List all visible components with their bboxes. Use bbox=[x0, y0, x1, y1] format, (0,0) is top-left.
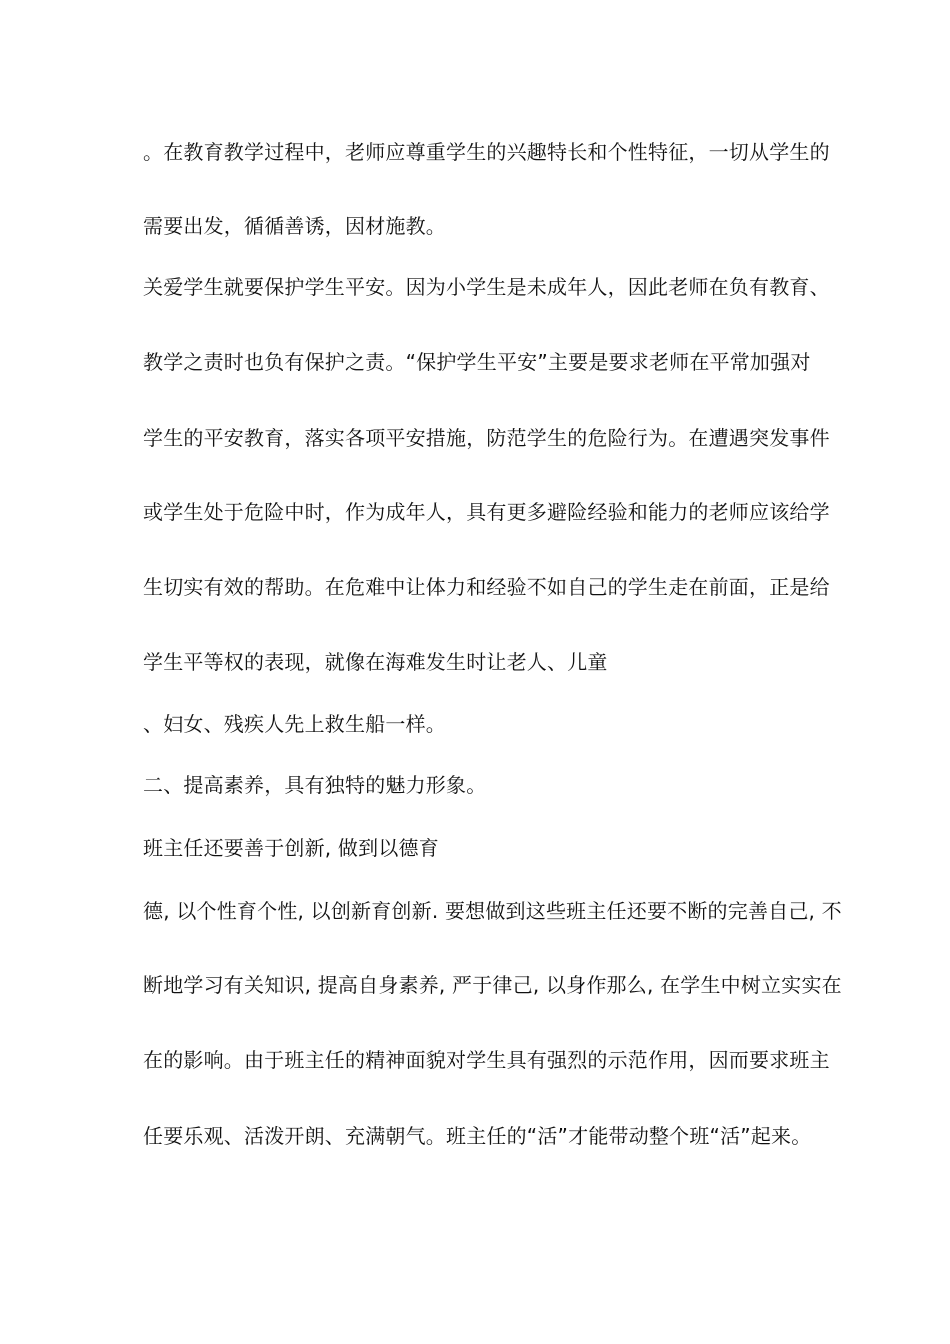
paragraph-line-3: 关爱学生就要保护学生平安。因为小学生是未成年人，因此老师在负有教育、 bbox=[143, 275, 830, 299]
section-heading: 二、提高素养，具有独特的魅力形象。 bbox=[143, 773, 487, 797]
paragraph-line-12: 德, 以个性育个性, 以创新育创新. 要想做到这些班主任还要不断的完善自己, 不 bbox=[143, 899, 842, 923]
paragraph-line-4: 教学之责时也负有保护之责。“保护学生平安”主要是要求老师在平常加强对 bbox=[143, 350, 811, 374]
paragraph-line-1: 。在教育教学过程中，老师应尊重学生的兴趣特长和个性特征，一切从学生的 bbox=[143, 140, 830, 164]
paragraph-line-7: 生切实有效的帮助。在危难中让体力和经验不如自己的学生走在前面，正是给 bbox=[143, 575, 830, 599]
paragraph-line-8: 学生平等权的表现，就像在海难发生时让老人、儿童 bbox=[143, 650, 608, 674]
paragraph-line-9: 、妇女、残疾人先上救生船一样。 bbox=[143, 712, 446, 736]
paragraph-line-11: 班主任还要善于创新, 做到以德育 bbox=[143, 836, 439, 860]
paragraph-line-15: 任要乐观、活泼开朗、充满朝气。班主任的“活”才能带动整个班“活”起来。 bbox=[143, 1124, 812, 1148]
paragraph-line-14: 在的影响。由于班主任的精神面貌对学生具有强烈的示范作用，因而要求班主 bbox=[143, 1048, 830, 1072]
paragraph-line-13: 断地学习有关知识, 提高自身素养, 严于律己, 以身作那么, 在学生中树立实实在 bbox=[143, 973, 842, 997]
paragraph-line-6: 或学生处于危险中时，作为成年人，具有更多避险经验和能力的老师应该给学 bbox=[143, 500, 830, 524]
paragraph-line-5: 学生的平安教育，落实各项平安措施，防范学生的危险行为。在遭遇突发事件 bbox=[143, 426, 830, 450]
paragraph-line-2: 需要出发，循循善诱，因材施教。 bbox=[143, 214, 446, 238]
